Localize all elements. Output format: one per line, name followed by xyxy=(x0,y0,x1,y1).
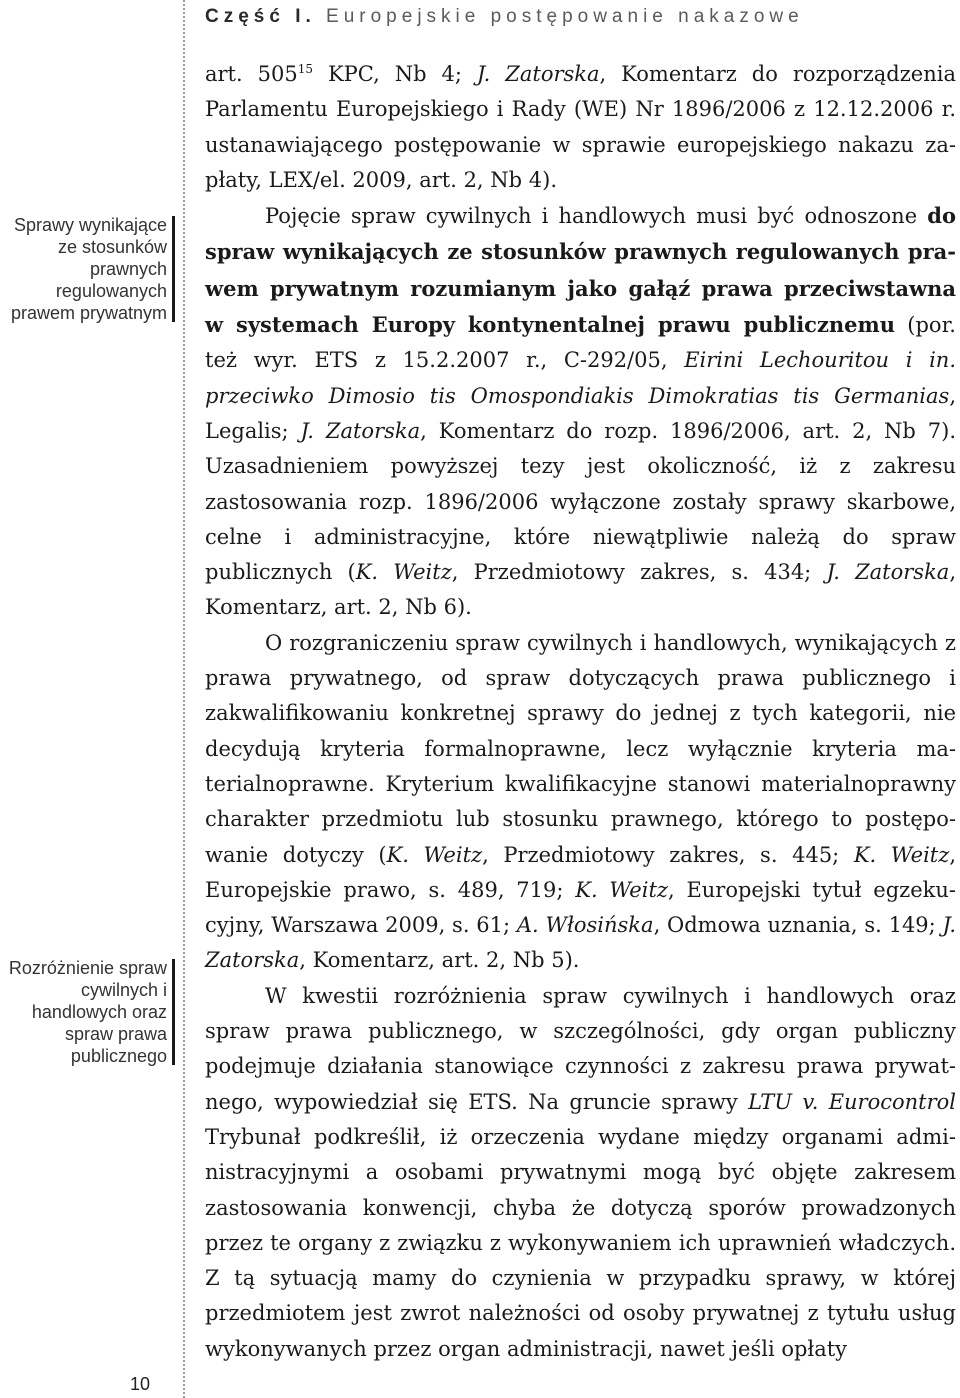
main-text xyxy=(205,57,956,1367)
margin-note-text: Rozróżnienie spraw cywilnych i handlowych oraz spraw prawa publicznego xyxy=(8,958,167,1066)
running-header xyxy=(205,6,955,28)
text-run: , Przedmiotowy zakres, s. 445; xyxy=(482,842,854,867)
text-run: , Przedmiotowy zakres, s. 434; xyxy=(451,560,827,585)
text-run: do spraw wynikających ze stosunków prawnych regulowanych prawem prywatnym rozumianym jako gałąź prawa przeciwstawna w systemach Europy kontynentalnej prawu publicznemu xyxy=(205,203,956,338)
chapter-title: Europejskie postępowanie nakazowe xyxy=(326,6,804,27)
text-run: art. 505 xyxy=(205,62,298,86)
margin-note-bar xyxy=(172,959,175,1065)
text-run: K. Weitz xyxy=(355,560,452,585)
body-paragraph xyxy=(205,626,956,979)
margin-note-text: Sprawy wynikające ze stosunków prawnych regulowanych prawem prywatnym xyxy=(10,215,167,323)
text-run: LTU v. Eurocontrol xyxy=(748,1089,957,1114)
margin-note-private-law xyxy=(0,214,167,324)
body-paragraph xyxy=(205,57,956,198)
text-run: Trybunał podkreślił, iż orzeczenia wydane między organami administracyjnymi a osobami prywatnymi mogą być objęte zakresem zastosowania konwencji, chyba że dotyczą sporów prowadzonych przez te organy z związku z wykonywaniem ich uprawnień władczych. Z tą sytuacją mamy do czynienia w przypadku sprawy, w której przedmiotem jest zwrot należności od osoby prywatnej z tytułu usług wykonywanych przez organ administracji, nawet jeśli opłaty xyxy=(205,1124,956,1361)
text-run: W kwestii rozróżnienia spraw cywilnych i handlowych oraz spraw prawa publicznego, w szczególności, gdy organ publiczny podejmuje działania stanowiące czynności z zakresu prawa prywatnego, wypowiedział się ETS. Na gruncie sprawy xyxy=(205,983,956,1114)
text-run: Pojęcie spraw cywilnych i handlowych musi być odnoszone xyxy=(265,204,928,229)
text-run: , Komentarz do rozporządzenia Parlamentu Europejskiego i Rady (WE) Nr 1896/2006 z 12.12.2006 r. ustanawiającego postępowanie w sprawie europejskiego nakazu zapłaty, LEX/el. 2009, art. 2, Nb 4). xyxy=(205,62,956,192)
text-run: , Europejski tytuł egzekucyjny, Warszawa 2009, s. 61; xyxy=(205,877,956,938)
text-run: J. Zatorska xyxy=(826,560,950,585)
part-label: Część I. xyxy=(205,6,316,27)
text-run: , Legalis; xyxy=(205,383,956,443)
text-run: A. Włosińska xyxy=(516,913,654,938)
margin-divider xyxy=(183,0,185,1398)
text-run: J. Zatorska xyxy=(300,418,421,443)
text-run: KPC, Nb 4; xyxy=(313,62,477,86)
text-run: K. Weitz xyxy=(386,842,483,867)
text-run: , Komentarz do rozp. 1896/2006, art. 2, Nb 7). Uzasadnieniem powyższej tezy jest okoliczność, iż z zakresu zastosowania rozp. 1896/2006 wyłączone zostały sprawy skarbowe, celne i administracyjne, które niewątpliwie należą do spraw publicznych ( xyxy=(205,418,956,585)
margin-note-civil-vs-public xyxy=(0,957,167,1067)
text-run: Eirini Lechouritou i in. przeciwko Dimosio tis Omospondiakis Dimokratias tis Germanias xyxy=(205,348,956,408)
text-run: J. Zatorska xyxy=(205,913,956,973)
text-run: , Odmowa uznania, s. 149; xyxy=(653,913,943,938)
margin-note-bar xyxy=(172,216,175,322)
text-run: 15 xyxy=(297,62,313,76)
page-number: 10 xyxy=(130,1374,151,1394)
text-run: J. Zatorska xyxy=(476,62,600,86)
text-run: (por. też wyr. ETS z 15.2.2007 r., C-292/05, xyxy=(205,313,956,373)
text-run: , Komentarz, art. 2, Nb 6). xyxy=(205,560,957,620)
text-run: , Komentarz, art. 2, Nb 5). xyxy=(299,948,580,973)
text-run: , Europejskie prawo, s. 489, 719; xyxy=(205,842,957,902)
body-paragraph xyxy=(205,979,956,1367)
body-paragraph xyxy=(205,198,956,626)
text-run: K. Weitz xyxy=(853,842,950,867)
text-run: K. Weitz xyxy=(575,877,668,902)
text-run: O rozgraniczeniu spraw cywilnych i handlowych, wynikających z prawa prywatnego, od spraw dotyczących prawa publicznego i zakwalifikowaniu konkretnej sprawy do jednej z tych kategorii, nie decydują kryteria formalnoprawne, lecz wyłącznie kryteria materialnoprawne. Kryterium kwalifikacyjne stanowi materialnoprawny charakter przedmiotu lub stosunku prawnego, którego to postępowanie dotyczy ( xyxy=(205,630,956,867)
